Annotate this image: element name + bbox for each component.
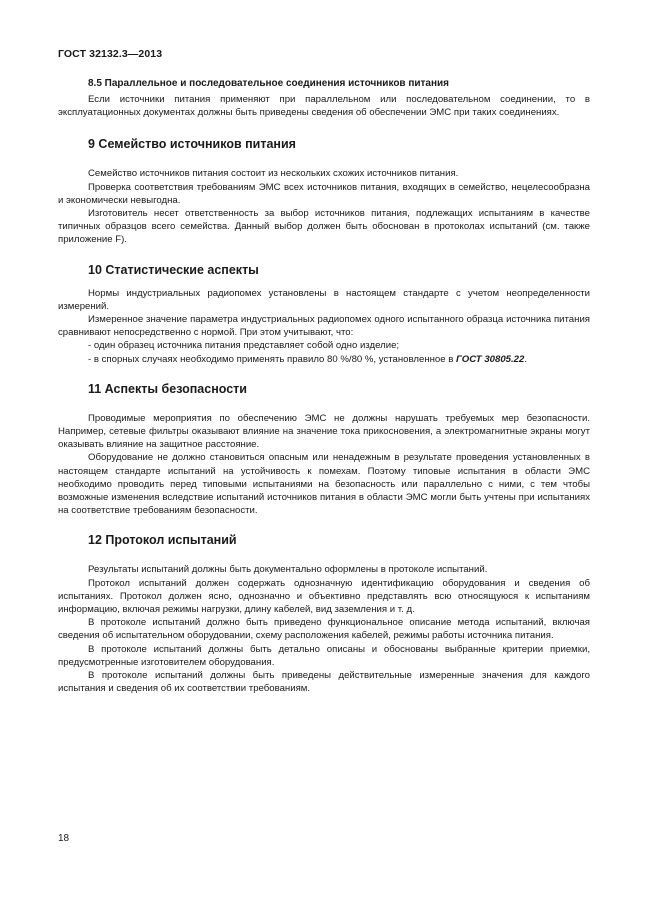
paragraph: Если источники питания применяют при параллельном или последовательном соединении, то в эксплуатационных документах должны быть приведены сведения об обеспечении ЭМС при таких соединениях. [58, 94, 590, 119]
list-item: - один образец источника питания представляет собой одно изделие; [88, 340, 400, 352]
page-content [58, 78, 590, 696]
paragraph: Результаты испытаний должны быть документально оформлены в протоколе испытаний. [88, 564, 488, 576]
paragraph: В протоколе испытаний должны быть приведены действительные измеренные значения для каждого испытания и сведения об их соответствии требованиям. [58, 670, 590, 695]
section-10 [58, 263, 590, 366]
paragraph: В протоколе испытаний должно быть приведено функциональное описание метода испытаний, включая сведения об испытательном оборудовании, схему расположения кабелей, режимы работы источника питания. [58, 617, 590, 642]
list-item-suffix: . [524, 353, 528, 365]
section-title: 8.5 Параллельное и последовательное соединения источников питания [88, 78, 450, 89]
paragraph: Проверка соответствия требованиям ЭМС всех источников питания, входящих в семейство, нецелесообразна и экономически невыгодна. [58, 181, 590, 206]
standard-reference: ГОСТ 30805.22 [456, 353, 525, 365]
section-9 [58, 137, 590, 246]
paragraph: Нормы индустриальных радиопомех установлены в настоящем стандарте с учетом неопределенности измерений. [58, 287, 590, 312]
paragraph: Проводимые мероприятия по обеспечению ЭМС не должны нарушать требуемых мер безопасности. Например, сетевые фильтры оказывают влияние на значение тока прикосновения, а электромагнитные экраны могут оказывать влияние на защитное расстояние. [58, 412, 590, 451]
section-title: 9 Семейство источников питания [88, 137, 296, 152]
list-item-text: - в спорных случаях необходимо применять правило 80 %/80 %, установленное в [88, 353, 457, 365]
paragraph: Оборудование не должно становиться опасным или ненадежным в результате проведения установленных в настоящем стандарте испытаний на устойчивость к помехам. Поэтому типовые испытания в области ЭМС необходимо проводить перед типовыми испытаниями на безопасность или параллельно с ними, с тем чтобы возможные изменения вследствие испытаний источников питания в области ЭМС могли быть учтены при испытаниях на соответствие требованиям безопасности. [58, 452, 590, 517]
page-number: 18 [58, 833, 70, 844]
section-11 [58, 382, 590, 518]
paragraph: В протоколе испытаний должны быть детально описаны и обоснованы выбранные критерии приемки, предусмотренные изготовителем оборудования. [58, 643, 590, 668]
document-code: ГОСТ 32132.3—2013 [58, 48, 163, 60]
section-8-5 [58, 78, 590, 119]
list-item [58, 353, 590, 366]
section-title: 10 Статистические аспекты [88, 262, 259, 277]
section-title: 11 Аспекты безопасности [88, 381, 247, 396]
paragraph: Семейство источников питания состоит из нескольких схожих источников питания. [88, 168, 459, 180]
section-12 [58, 533, 590, 695]
section-title: 12 Протокол испытаний [88, 533, 237, 548]
paragraph: Изготовитель несет ответственность за выбор источников питания, подлежащих испытаниям в качестве типичных образцов всего семейства. Данный выбор должен быть обоснован в протоколах испытаний (см. также приложение F). [58, 208, 590, 246]
paragraph: Протокол испытаний должен содержать однозначную идентификацию оборудования и сведения об испытаниях. Протокол должен ясно, однозначно и объективно представлять всю относящуюся к испытаниям информацию, включая режимы нагрузки, длину кабелей, вид заземления и т. д. [58, 577, 590, 616]
paragraph: Измеренное значение параметра индустриальных радиопомех одного испытанного образца источника питания сравнивают непосредственно с нормой. При этом учитывают, что: [58, 314, 590, 339]
